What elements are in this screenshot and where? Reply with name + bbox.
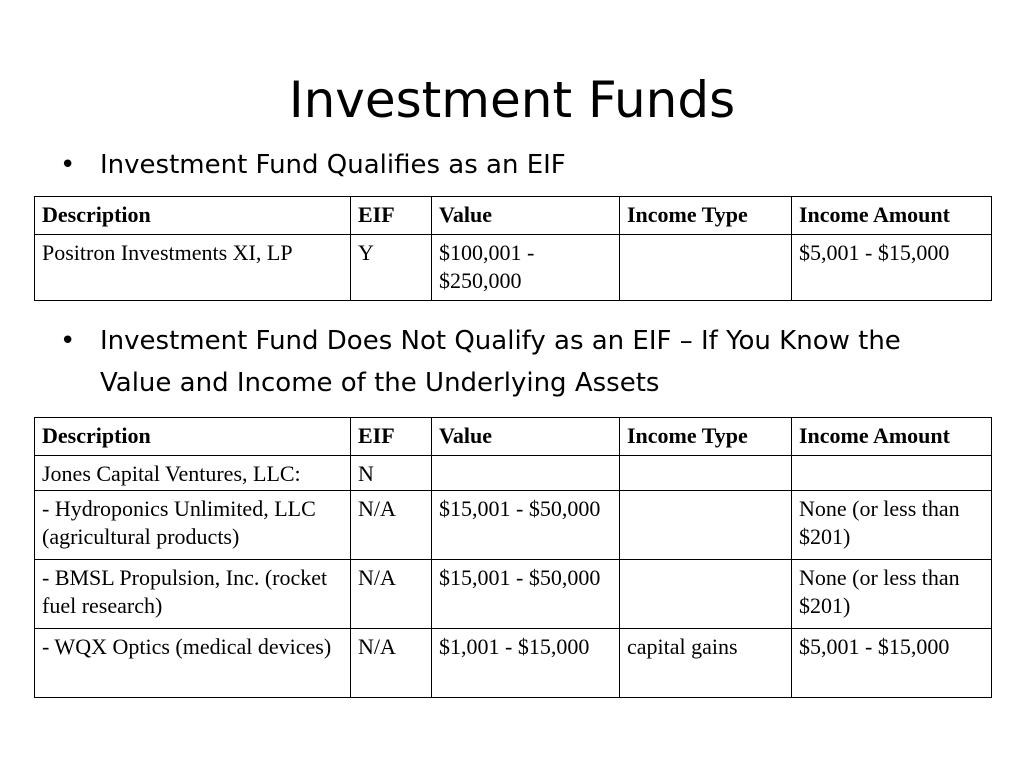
slide-title: Investment Funds — [288, 71, 736, 129]
table-row — [35, 235, 992, 301]
header-eif: EIF — [351, 197, 432, 235]
cell-income-amount: $5,001 - $15,000 — [792, 629, 992, 698]
cell-description: - BMSL Propulsion, Inc. (rocket fuel research) — [35, 560, 351, 629]
table-row — [35, 456, 992, 491]
eif-not-qualify-table — [34, 417, 992, 698]
bullet-symbol: • — [60, 326, 76, 356]
cell-income-amount — [792, 456, 992, 491]
header-income-type: Income Type — [620, 197, 792, 235]
cell-value: $1,001 - $15,000 — [432, 629, 620, 698]
table-header-row — [35, 418, 992, 456]
cell-eif: N/A — [351, 560, 432, 629]
header-income-amount: Income Amount — [792, 197, 992, 235]
bullet-symbol: • — [60, 150, 76, 180]
header-eif: EIF — [351, 418, 432, 456]
header-value: Value — [432, 418, 620, 456]
header-description: Description — [35, 197, 351, 235]
cell-value: $15,001 - $50,000 — [432, 491, 620, 560]
cell-income-amount: None (or less than $201) — [792, 491, 992, 560]
cell-income-type — [620, 235, 792, 301]
cell-description: - WQX Optics (medical devices) — [35, 629, 351, 698]
cell-description: - Hydroponics Unlimited, LLC (agricultural products) — [35, 491, 351, 560]
cell-income-amount: None (or less than $201) — [792, 560, 992, 629]
cell-description: Jones Capital Ventures, LLC: — [35, 456, 351, 491]
header-description: Description — [35, 418, 351, 456]
cell-eif: Y — [351, 235, 432, 301]
header-income-type: Income Type — [620, 418, 792, 456]
header-income-amount: Income Amount — [792, 418, 992, 456]
bullet-not-qualify-eif — [60, 320, 910, 404]
cell-income-type — [620, 560, 792, 629]
cell-income-type — [620, 491, 792, 560]
table-row — [35, 491, 992, 560]
cell-eif: N/A — [351, 491, 432, 560]
cell-income-amount: $5,001 - $15,000 — [792, 235, 992, 301]
bullet-text: Investment Fund Does Not Qualify as an EIF – If You Know the Value and Income of the Underlying Assets — [100, 326, 901, 398]
cell-income-type: capital gains — [620, 629, 792, 698]
cell-value: $15,001 - $50,000 — [432, 560, 620, 629]
bullet-text: Investment Fund Qualifies as an EIF — [100, 150, 566, 180]
cell-eif: N — [351, 456, 432, 491]
eif-qualifies-table — [34, 196, 992, 301]
table-header-row — [35, 197, 992, 235]
header-value: Value — [432, 197, 620, 235]
table-row — [35, 560, 992, 629]
cell-value — [432, 456, 620, 491]
cell-income-type — [620, 456, 792, 491]
cell-value: $100,001 - $250,000 — [432, 235, 620, 301]
cell-eif: N/A — [351, 629, 432, 698]
table-row — [35, 629, 992, 698]
cell-description: Positron Investments XI, LP — [35, 235, 351, 301]
bullet-qualifies-eif — [60, 144, 910, 186]
